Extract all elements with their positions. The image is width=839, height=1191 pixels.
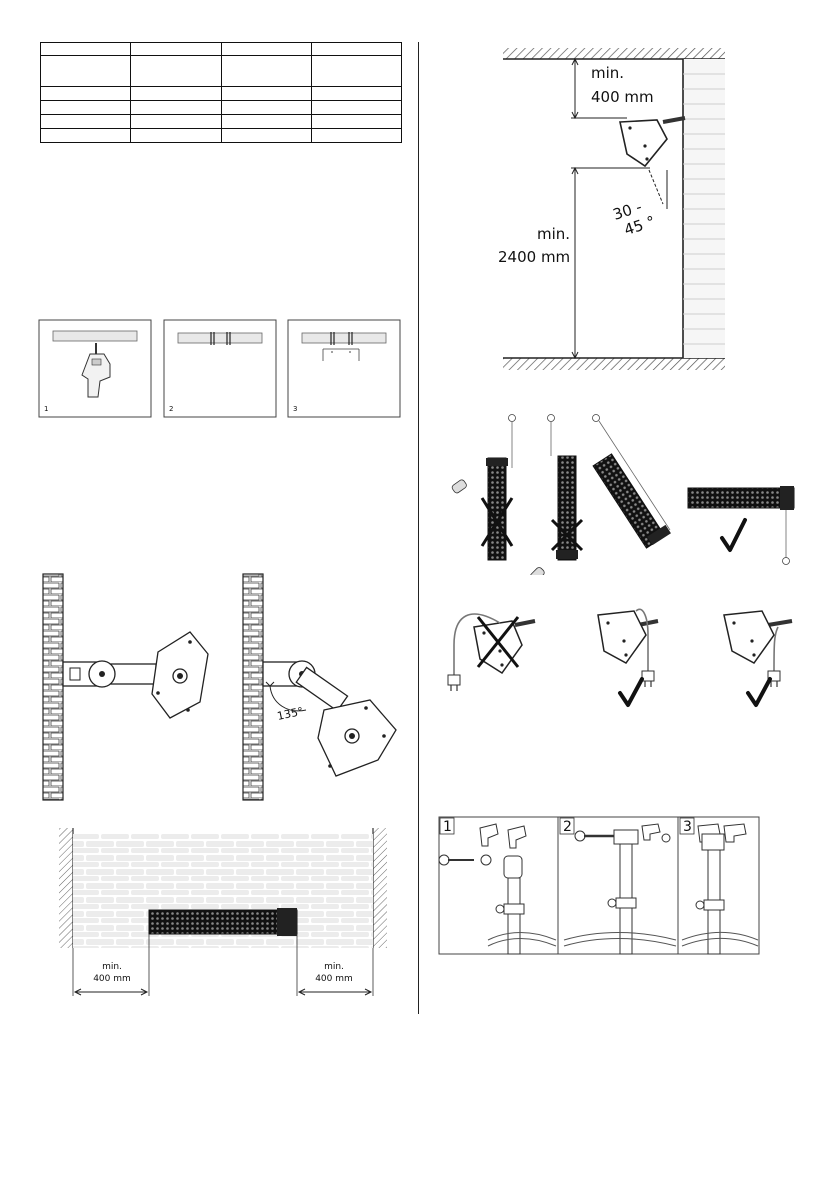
table-cell: [131, 56, 221, 87]
table-cell: [131, 129, 221, 143]
cable-routing-correct-2: [724, 611, 792, 705]
vertical-heater-cable-top: [451, 415, 516, 561]
drill-steps-figure: [38, 319, 402, 419]
check-mark-icon: [748, 679, 770, 705]
step-number: 2: [169, 405, 174, 413]
bracket-rotation-figure: [40, 570, 402, 805]
step-number: 2: [563, 819, 572, 835]
drill-step-1: [39, 320, 151, 417]
table-cell: [311, 87, 401, 101]
floor-clearance-value: 2400 mm: [498, 248, 571, 266]
step-number: 1: [443, 819, 452, 835]
left-clearance-label: min.: [102, 962, 122, 972]
table-cell: [311, 43, 401, 56]
plug-icon: [451, 479, 468, 494]
bracket-rotated: [263, 661, 396, 776]
table-cell: [41, 101, 131, 115]
right-clearance-label: min.: [324, 962, 344, 972]
tilt-angle-value: 45 °: [621, 212, 658, 240]
table-cell: [311, 101, 401, 115]
side-wall-left: [59, 828, 73, 948]
vertical-heater-cable-bottom: [529, 415, 582, 576]
table-cell: [311, 129, 401, 143]
table-cell: [41, 87, 131, 101]
check-mark-icon: [620, 679, 642, 705]
cable-routing-figure: [440, 605, 800, 715]
cable-routing-wrong: [448, 614, 535, 691]
brick-wall: [43, 574, 63, 800]
table-cell: [41, 115, 131, 129]
table-cell: [131, 87, 221, 101]
floor-clearance-label: min.: [537, 225, 571, 243]
heater-front-view: [149, 908, 297, 936]
table-cell: [311, 115, 401, 129]
step-number: 1: [44, 405, 49, 413]
table-cell: [131, 115, 221, 129]
brick-wall: [683, 59, 725, 358]
table-cell: [311, 56, 401, 87]
table-cell: [221, 115, 311, 129]
table-cell: [41, 56, 131, 87]
table-cell: [41, 129, 131, 143]
step-number: 3: [293, 405, 298, 413]
table-cell: [221, 56, 311, 87]
drill-step-3: [288, 320, 400, 417]
brick-wall: [243, 574, 263, 800]
side-clearance-figure: [55, 826, 393, 1001]
bracket-angle-label: 135°: [275, 704, 305, 723]
top-clearance-label: min.: [591, 64, 625, 82]
column-divider: [418, 42, 419, 1014]
table-cell: [221, 101, 311, 115]
drill-step-2: [164, 320, 276, 417]
table-cell: [131, 43, 221, 56]
ceiling-floor-clearance-figure: [495, 44, 730, 374]
table-cell: [221, 129, 311, 143]
table-cell: [41, 43, 131, 56]
left-clearance-value: 400 mm: [93, 974, 131, 984]
pole-mount-steps-figure: [438, 816, 760, 956]
top-clearance-value: 400 mm: [591, 88, 654, 106]
heater-side-view: [620, 118, 685, 166]
orientation-options-figure: [440, 410, 800, 575]
table-cell: [221, 87, 311, 101]
tilt-angle-label: 30 -: [610, 197, 645, 224]
table-cell: [221, 43, 311, 56]
tilted-heater: [593, 415, 671, 549]
plug-icon: [448, 675, 460, 691]
cable-routing-correct-1: [598, 609, 658, 705]
step-number: 3: [683, 819, 692, 835]
floor: [503, 358, 725, 370]
spec-table: [40, 42, 402, 143]
bracket-horizontal: [63, 632, 208, 718]
ceiling: [503, 48, 725, 59]
horizontal-heater: [688, 486, 794, 565]
check-mark-icon: [722, 520, 745, 550]
side-wall-right: [373, 828, 387, 948]
right-clearance-value: 400 mm: [315, 974, 353, 984]
table-cell: [131, 101, 221, 115]
plug-icon: [529, 566, 545, 575]
